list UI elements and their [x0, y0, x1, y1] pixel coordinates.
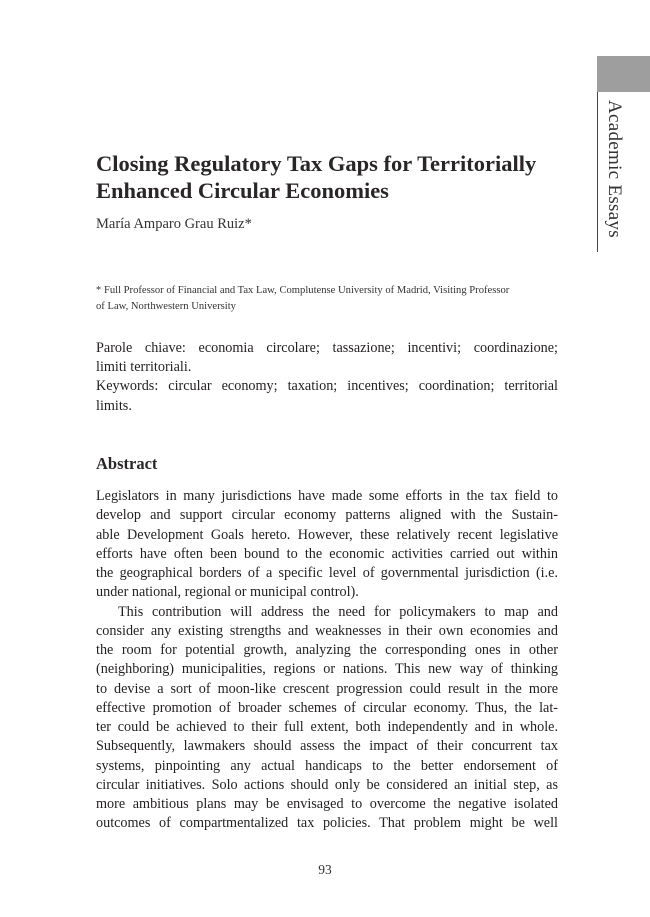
- body-line: (neighboring) municipalities, regions or nations. This new way of thinking: [96, 661, 558, 678]
- footnote-line: of Law, Northwestern University: [96, 300, 236, 312]
- body-line: efforts have often been bound to the economic activities carried out within: [96, 545, 558, 562]
- body-line: develop and support circular economy patterns aligned with the Sustain-: [96, 507, 558, 524]
- section-tab-label: Academic Essays: [604, 100, 625, 238]
- body-line: circular initiatives. Solo actions should only be considered an initial step, as: [96, 776, 558, 793]
- body-line: ter could be achieved to their full extent, both independently and in whole.: [96, 719, 558, 735]
- body-line: effective promotion of broader schemes of circular economy. Thus, the lat-: [96, 699, 558, 716]
- keywords-block: [96, 339, 558, 416]
- body-line: under national, regional or municipal control).: [96, 584, 359, 601]
- body-line: Subsequently, lawmakers should assess the impact of their concurrent tax: [96, 738, 558, 755]
- body-line: the geographical borders of a specific level of governmental jurisdiction (i.e.: [96, 565, 558, 581]
- abstract-body: [96, 487, 558, 834]
- body-line: Legislators in many jurisdictions have made some efforts in the tax field to: [96, 488, 558, 504]
- body-line: more ambitious plans may be envisaged to overcome the negative isolated: [96, 796, 558, 812]
- article-title-line: Enhanced Circular Economies: [96, 178, 389, 203]
- section-tab-rule: [597, 92, 598, 252]
- page-number: 93: [318, 862, 332, 877]
- footnote-line: * Full Professor of Financial and Tax Law, Complutense University of Madrid, Visiting Professor: [96, 285, 510, 296]
- keywords-line: Keywords: circular economy; taxation; incentives; coordination; territorial: [96, 378, 558, 395]
- keywords-line: Parole chiave: economia circolare; tassazione; incentivi; coordinazione;: [96, 340, 558, 356]
- body-line: outcomes of compartmentalized tax policies. That problem might be well: [96, 815, 558, 832]
- body-line: to devise a sort of moon-like crescent progression could result in the more: [96, 680, 558, 697]
- abstract-heading: Abstract: [96, 454, 158, 473]
- article-author: María Amparo Grau Ruiz*: [96, 216, 252, 232]
- author-footnote: [96, 283, 558, 314]
- body-line: systems, pinpointing any actual handicaps to the better endorsement of: [96, 757, 558, 774]
- keywords-line: limits.: [96, 397, 132, 414]
- body-line: This contribution will address the need for policymakers to map and: [118, 603, 558, 620]
- article-title-line: Closing Regulatory Tax Gaps for Territorially: [96, 151, 537, 176]
- body-line: consider any existing strengths and weaknesses in their own economies and: [96, 622, 558, 639]
- keywords-line: limiti territoriali.: [96, 359, 192, 376]
- body-line: the room for potential growth, analyzing the corresponding ones in other: [96, 642, 558, 658]
- body-line: able Development Goals hereto. However, these relatively recent legislative: [96, 526, 558, 543]
- section-tab-marker: [597, 56, 650, 92]
- article-title: [96, 150, 566, 204]
